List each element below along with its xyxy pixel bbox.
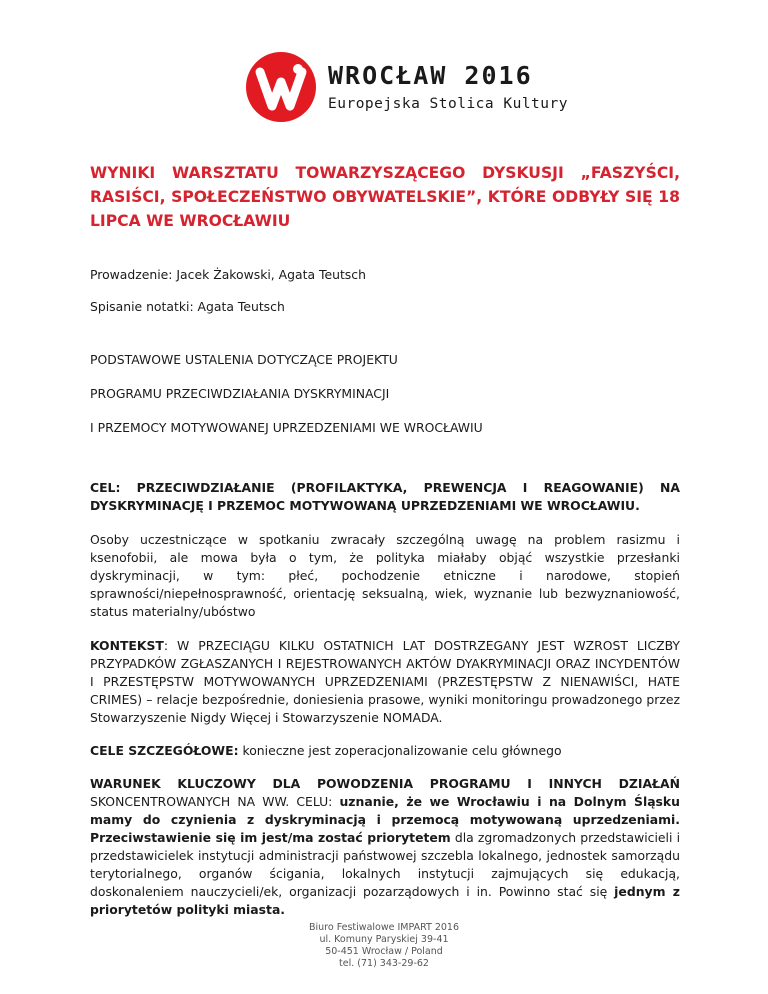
logo	[246, 52, 568, 122]
warunek-bold-2: jednym z priorytetów polityki miasta.	[90, 884, 680, 917]
spisanie-line: Spisanie notatki: Agata Teutsch	[90, 299, 285, 314]
footer-line-4: tel. (71) 343-29-62	[339, 958, 429, 969]
cele-paragraph	[90, 742, 680, 760]
footer-line-3: 50-451 Wrocław / Poland	[325, 946, 443, 957]
footer	[0, 922, 768, 970]
footer-line-2: ul. Komuny Paryskiej 39-41	[319, 934, 449, 945]
kontekst-label: KONTEKST	[90, 638, 164, 653]
warunek-text-1: SKONCENTROWANYCH NA WW. CELU:	[90, 794, 340, 809]
warunek-paragraph	[90, 775, 680, 919]
logo-title: WROCŁAW 2016	[328, 61, 533, 90]
cel-paragraph	[90, 479, 680, 515]
footer-line-1: Biuro Festiwalowe IMPART 2016	[308, 922, 459, 933]
osoby-paragraph: Osoby uczestniczące w spotkaniu zwracały szczególną uwagę na problem rasizmu i ksenofobii, ale mowa była o tym, że polityka miałaby objąć wszystkie przesłanki dyskryminacji, w tym: płeć, pochodzenie etniczne i narodowe, stopień sprawności/niepełnosprawność, orientację seksualną, wiek, wyznanie lub bezwyznaniowość, status materialny/ubóstwo	[90, 532, 680, 619]
warunek-label: WARUNEK KLUCZOWY DLA POWODZENIA PROGRAMU I INNYCH DZIAŁAŃ	[90, 776, 680, 791]
prowadzenie-line: Prowadzenie: Jacek Żakowski, Agata Teutsch	[90, 267, 366, 282]
kontekst-text: : W PRZECIĄGU KILKU OSTATNICH LAT DOSTRZEGANY JEST WZROST LICZBY PRZYPADKÓW ZGŁASZANYCH I REJESTROWANYCH AKTÓW DYAKRYMINACJI ORAZ INCYDENTÓW I PRZESTĘPSTW MOTYWOWANYCH UPRZEDZENIAMI (PRZESTĘPSTW Z NIENAWIŚCI, HATE CRIMES) – relacje bezpośrednie, doniesienia prasowe, wyniki monitoringu prowadzonego przez Stowarzyszenie Nigdy Więcej i Stowarzyszenie NOMADA.	[90, 638, 680, 725]
cele-label: CELE SZCZEGÓŁOWE:	[90, 743, 239, 758]
document-body	[90, 161, 680, 919]
cel-text: : PRZECIWDZIAŁANIE (PROFILAKTYKA, PREWENCJA I REAGOWANIE) NA DYSKRYMINACJĘ I PRZEMOC MOTYWOWANĄ UPRZEDZENIAMI WE WROCŁAWIU.	[90, 480, 680, 513]
cel-label: CEL	[90, 480, 116, 495]
warunek-text-2: dla zgromadzonych przedstawicieli i przedstawicielek instytucji administracji państwowej szczebla lokalnego, jednostek samorządu terytorialnego, organów ścigania, lokalnych instytucji zajmujących się edukacją, doskonaleniem nauczycieli/ek, organizacji pozarządowych i in. Powinno stać się	[90, 830, 681, 899]
warunek-bold-1: uznanie, że we Wrocławiu i na Dolnym Śląsku mamy do czynienia z dyskryminacją i przemocą motywowaną uprzedzeniami. Przeciwstawienie się im jest/ma zostać priorytetem	[90, 794, 680, 845]
intro-line-3: I PRZEMOCY MOTYWOWANEJ UPRZEDZENIAMI WE WROCŁAWIU	[90, 420, 483, 435]
wroclaw-logo-icon	[246, 52, 316, 122]
kontekst-paragraph	[90, 637, 680, 727]
document-title: WYNIKI WARSZTATU TOWARZYSZĄCEGO DYSKUSJI „FASZYŚCI, RASIŚCI, SPOŁECZEŃSTWO OBYWATELSKIE”, KTÓRE ODBYŁY SIĘ 18 LIPCA WE WROCŁAWIU	[90, 164, 680, 230]
intro-line-1: PODSTAWOWE USTALENIA DOTYCZĄCE PROJEKTU	[90, 352, 398, 367]
cele-text: konieczne jest zoperacjonalizowanie celu głównego	[238, 743, 562, 758]
logo-subtitle: Europejska Stolica Kultury	[328, 96, 568, 112]
intro-line-2: PROGRAMU PRZECIWDZIAŁANIA DYSKRYMINACJI	[90, 386, 390, 401]
